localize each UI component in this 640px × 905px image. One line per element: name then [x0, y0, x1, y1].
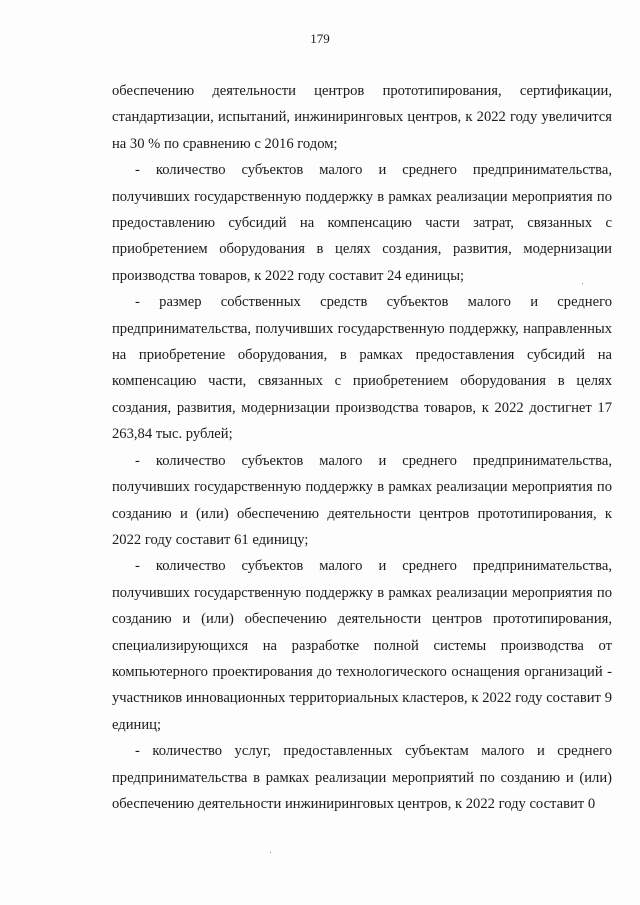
paragraph-continuation: обеспечению деятельности центров прототипирования, сертификации, стандартизации, испытаний, инжиниринговых центров, к 2022 году увеличится на 30 % по сравнению с 2016 годом; [112, 83, 612, 152]
list-item-subsidized-smes: - количество субъектов малого и среднего предпринимательства, получивших государственную поддержку в рамках реализации мероприятия по предоставлению субсидий на компенсацию части затрат, связанных с приобретением оборудования в целях создания, развития, модернизации производства товаров, к 2022 году составит 24 единицы; [112, 162, 612, 284]
list-item-specialized-prototyping: - количество субъектов малого и среднего предпринимательства, получивших государственную поддержку в рамках реализации мероприятия по созданию и (или) обеспечению деятельности центров прототипирования, специализирующихся на разработке полной системы производства от компьютерного проектирования до технологического оснащения организаций - участников инновационных территориальных кластеров, к 2022 году составит 9 единиц; [112, 558, 612, 733]
scan-speck [582, 283, 583, 284]
list-item-prototyping-centers: - количество субъектов малого и среднего предпринимательства, получивших государственную поддержку в рамках реализации мероприятия по созданию и (или) обеспечению деятельности центров прототипирования, к 2022 году составит 61 единицу; [112, 452, 612, 548]
page-number: 179 [310, 31, 330, 46]
list-item-engineering-services: - количество услуг, предоставленных субъектам малого и среднего предпринимательства в рамках реализации мероприятий по созданию и (или) обеспечению деятельности инжиниринговых центров, к 2022 году составит 0 [112, 743, 612, 812]
list-item-own-funds: - размер собственных средств субъектов малого и среднего предпринимательства, получивших государственную поддержку, направленных на приобретение оборудования, в рамках предоставления субсидий на компенсацию части, связанных с приобретением оборудования в целях создания, развития, модернизации производства товаров, к 2022 достигнет 17 263,84 тыс. рублей; [112, 294, 612, 443]
scan-speck [270, 852, 271, 853]
document-body [112, 78, 612, 817]
